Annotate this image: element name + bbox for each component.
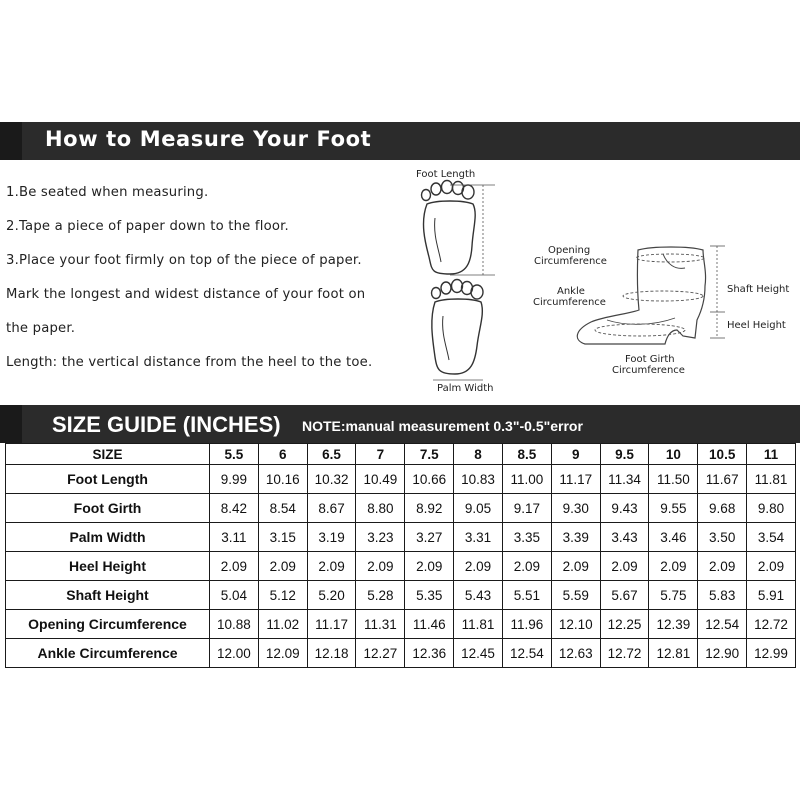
table-cell: 11.50 xyxy=(649,465,698,494)
table-cell: 3.39 xyxy=(551,523,600,552)
table-row xyxy=(6,581,796,610)
table-cell: 2.09 xyxy=(698,552,747,581)
table-cell: 2.09 xyxy=(502,552,551,581)
label-opening-1: Opening xyxy=(548,245,591,256)
table-cell: 10.49 xyxy=(356,465,405,494)
table-cell: 8.54 xyxy=(258,494,307,523)
table-cell: 2.09 xyxy=(405,552,454,581)
step-line: 2.Tape a piece of paper down to the floor. xyxy=(6,219,289,234)
label-foot-length: Foot Length xyxy=(416,169,476,180)
table-cell: 10.66 xyxy=(405,465,454,494)
step-line: 1.Be seated when measuring. xyxy=(6,185,209,200)
size-col-header: 10.5 xyxy=(698,444,747,465)
table-cell: 3.43 xyxy=(600,523,649,552)
table-cell: 12.99 xyxy=(747,639,796,668)
table-cell: 2.09 xyxy=(600,552,649,581)
table-cell: 5.91 xyxy=(747,581,796,610)
measure-steps xyxy=(6,176,406,380)
size-col-header: 10 xyxy=(649,444,698,465)
table-cell: 9.17 xyxy=(502,494,551,523)
size-col-header: 8 xyxy=(454,444,503,465)
size-col-header: 7 xyxy=(356,444,405,465)
table-cell: 11.00 xyxy=(502,465,551,494)
table-cell: 5.28 xyxy=(356,581,405,610)
table-cell: 12.81 xyxy=(649,639,698,668)
table-cell: 9.43 xyxy=(600,494,649,523)
size-guide-title: SIZE GUIDE (INCHES) xyxy=(52,412,281,437)
header-accent xyxy=(0,122,22,160)
table-cell: 9.99 xyxy=(210,465,259,494)
size-table xyxy=(5,443,796,668)
table-cell: 5.67 xyxy=(600,581,649,610)
label-girth-2: Circumference xyxy=(612,365,685,376)
table-cell: 5.59 xyxy=(551,581,600,610)
size-table-body xyxy=(6,465,796,668)
table-cell: 8.67 xyxy=(307,494,356,523)
table-cell: 12.63 xyxy=(551,639,600,668)
header-accent xyxy=(0,405,22,443)
table-cell: 10.32 xyxy=(307,465,356,494)
size-col-header: 5.5 xyxy=(210,444,259,465)
table-cell: 5.43 xyxy=(454,581,503,610)
table-cell: 2.09 xyxy=(747,552,796,581)
table-cell: 11.81 xyxy=(454,610,503,639)
measure-header xyxy=(0,122,800,160)
table-cell: 11.81 xyxy=(747,465,796,494)
boot-measure-lines xyxy=(595,254,704,336)
table-cell: 2.09 xyxy=(356,552,405,581)
table-row xyxy=(6,552,796,581)
table-cell: 11.17 xyxy=(307,610,356,639)
table-cell: 12.90 xyxy=(698,639,747,668)
size-col-header: 11 xyxy=(747,444,796,465)
row-label: Foot Length xyxy=(6,465,210,494)
table-row xyxy=(6,494,796,523)
table-cell: 2.09 xyxy=(649,552,698,581)
table-cell: 3.46 xyxy=(649,523,698,552)
table-cell: 2.09 xyxy=(307,552,356,581)
table-cell: 5.12 xyxy=(258,581,307,610)
measurement-illustration xyxy=(405,162,800,402)
size-col-header: 8.5 xyxy=(502,444,551,465)
table-cell: 3.35 xyxy=(502,523,551,552)
table-cell: 5.35 xyxy=(405,581,454,610)
measure-title: How to Measure Your Foot xyxy=(45,127,372,151)
table-cell: 11.02 xyxy=(258,610,307,639)
step-line: 3.Place your foot firmly on top of the piece of paper. xyxy=(6,253,362,268)
label-girth-1: Foot Girth xyxy=(625,354,675,365)
table-cell: 10.88 xyxy=(210,610,259,639)
size-col-header: 9 xyxy=(551,444,600,465)
table-cell: 3.50 xyxy=(698,523,747,552)
label-ankle-1: Ankle xyxy=(557,286,585,297)
table-cell: 9.30 xyxy=(551,494,600,523)
table-cell: 9.68 xyxy=(698,494,747,523)
table-cell: 2.09 xyxy=(258,552,307,581)
table-cell: 12.72 xyxy=(747,610,796,639)
row-label: Ankle Circumference xyxy=(6,639,210,668)
size-guide-note: NOTE:manual measurement 0.3"-0.5"error xyxy=(302,418,583,434)
size-col-header: 6 xyxy=(258,444,307,465)
table-cell: 12.25 xyxy=(600,610,649,639)
table-cell: 3.54 xyxy=(747,523,796,552)
size-col-header: 7.5 xyxy=(405,444,454,465)
table-cell: 9.80 xyxy=(747,494,796,523)
label-shaft-height: Shaft Height xyxy=(727,284,790,295)
size-guide-header xyxy=(0,405,800,443)
palm-width-diagram xyxy=(432,280,484,375)
table-cell: 3.19 xyxy=(307,523,356,552)
table-cell: 2.09 xyxy=(551,552,600,581)
table-cell: 5.20 xyxy=(307,581,356,610)
table-cell: 3.31 xyxy=(454,523,503,552)
table-cell: 8.80 xyxy=(356,494,405,523)
table-cell: 12.54 xyxy=(502,639,551,668)
label-heel-height: Heel Height xyxy=(727,320,786,331)
table-cell: 12.36 xyxy=(405,639,454,668)
header-label: SIZE xyxy=(6,444,210,465)
table-cell: 10.83 xyxy=(454,465,503,494)
size-col-header: 6.5 xyxy=(307,444,356,465)
table-cell: 2.09 xyxy=(454,552,503,581)
foot-length-diagram xyxy=(422,181,476,275)
table-cell: 12.09 xyxy=(258,639,307,668)
table-cell: 12.54 xyxy=(698,610,747,639)
size-header-row xyxy=(6,444,796,465)
table-cell: 11.31 xyxy=(356,610,405,639)
row-label: Opening Circumference xyxy=(6,610,210,639)
table-cell: 11.67 xyxy=(698,465,747,494)
table-cell: 5.75 xyxy=(649,581,698,610)
table-cell: 3.11 xyxy=(210,523,259,552)
table-cell: 12.10 xyxy=(551,610,600,639)
table-cell: 12.00 xyxy=(210,639,259,668)
step-line: Length: the vertical distance from the heel to the toe. xyxy=(6,355,373,370)
table-cell: 11.46 xyxy=(405,610,454,639)
table-cell: 12.18 xyxy=(307,639,356,668)
table-cell: 8.92 xyxy=(405,494,454,523)
label-opening-2: Circumference xyxy=(534,256,607,267)
table-cell: 3.23 xyxy=(356,523,405,552)
row-label: Foot Girth xyxy=(6,494,210,523)
table-cell: 10.16 xyxy=(258,465,307,494)
label-ankle-2: Circumference xyxy=(533,297,606,308)
table-cell: 12.72 xyxy=(600,639,649,668)
table-row xyxy=(6,639,796,668)
row-label: Shaft Height xyxy=(6,581,210,610)
table-cell: 8.42 xyxy=(210,494,259,523)
table-cell: 12.45 xyxy=(454,639,503,668)
table-cell: 2.09 xyxy=(210,552,259,581)
table-cell: 11.34 xyxy=(600,465,649,494)
table-cell: 5.83 xyxy=(698,581,747,610)
table-row xyxy=(6,523,796,552)
table-cell: 5.51 xyxy=(502,581,551,610)
table-cell: 3.27 xyxy=(405,523,454,552)
table-row xyxy=(6,610,796,639)
row-label: Heel Height xyxy=(6,552,210,581)
table-cell: 3.15 xyxy=(258,523,307,552)
table-cell: 12.27 xyxy=(356,639,405,668)
label-palm-width: Palm Width xyxy=(437,383,494,394)
table-cell: 9.05 xyxy=(454,494,503,523)
step-line: Mark the longest and widest distance of your foot on xyxy=(6,287,366,302)
table-cell: 9.55 xyxy=(649,494,698,523)
table-cell: 12.39 xyxy=(649,610,698,639)
table-cell: 11.96 xyxy=(502,610,551,639)
table-cell: 5.04 xyxy=(210,581,259,610)
step-line: the paper. xyxy=(6,321,76,336)
table-cell: 11.17 xyxy=(551,465,600,494)
row-label: Palm Width xyxy=(6,523,210,552)
table-row xyxy=(6,465,796,494)
size-col-header: 9.5 xyxy=(600,444,649,465)
